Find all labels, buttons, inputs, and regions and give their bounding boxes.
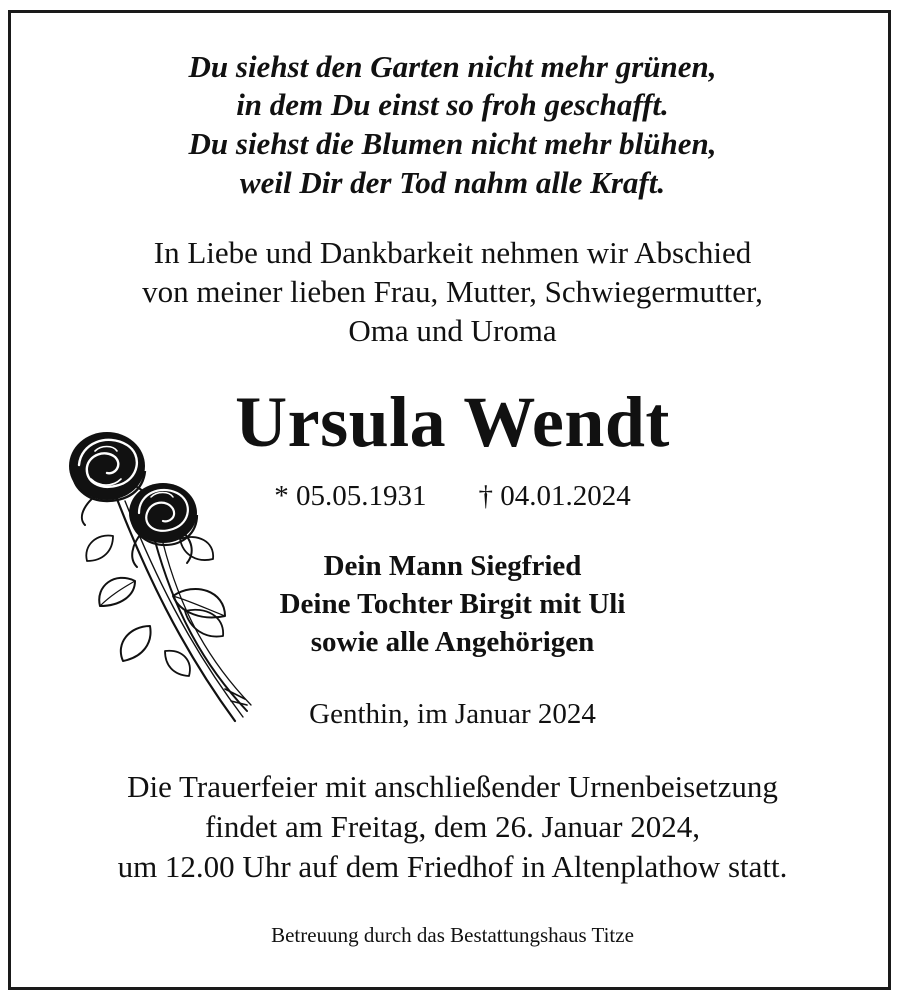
intro-line-2: von meiner lieben Frau, Mutter, Schwiegermutter,: [142, 274, 763, 309]
poem-line-4: weil Dir der Tod nahm alle Kraft.: [239, 165, 666, 200]
poem-line-3: Du siehst die Blumen nicht mehr blühen,: [188, 126, 717, 161]
service-line-1: Die Trauerfeier mit anschließender Urnenbeisetzung: [127, 769, 778, 804]
service-line-2: findet am Freitag, dem 26. Januar 2024,: [204, 809, 701, 844]
deceased-name: Ursula Wendt: [235, 382, 670, 462]
death-date: † 04.01.2024: [478, 480, 631, 512]
mourner-line-3: sowie alle Angehörigen: [310, 626, 595, 658]
poem-line-2: in dem Du einst so froh geschafft.: [236, 87, 669, 122]
intro-line-3: Oma und Uroma: [348, 313, 557, 348]
obituary-notice: [8, 10, 891, 990]
mourner-line-2: Deine Tochter Birgit mit Uli: [279, 588, 626, 620]
mourner-line-1: Dein Mann Siegfried: [323, 550, 582, 582]
intro-line-1: In Liebe und Dankbarkeit nehmen wir Abschied: [153, 235, 752, 270]
birth-date: * 05.05.1931: [274, 480, 427, 512]
service-line-3: um 12.00 Uhr auf dem Friedhof in Altenplathow statt.: [117, 849, 788, 884]
funeral-home-credit: Betreuung durch das Bestattungshaus Titze: [271, 923, 634, 947]
poem-line-1: Du siehst den Garten nicht mehr grünen,: [188, 49, 717, 84]
roses-icon: [55, 421, 265, 731]
place-and-date: Genthin, im Januar 2024: [309, 698, 596, 730]
